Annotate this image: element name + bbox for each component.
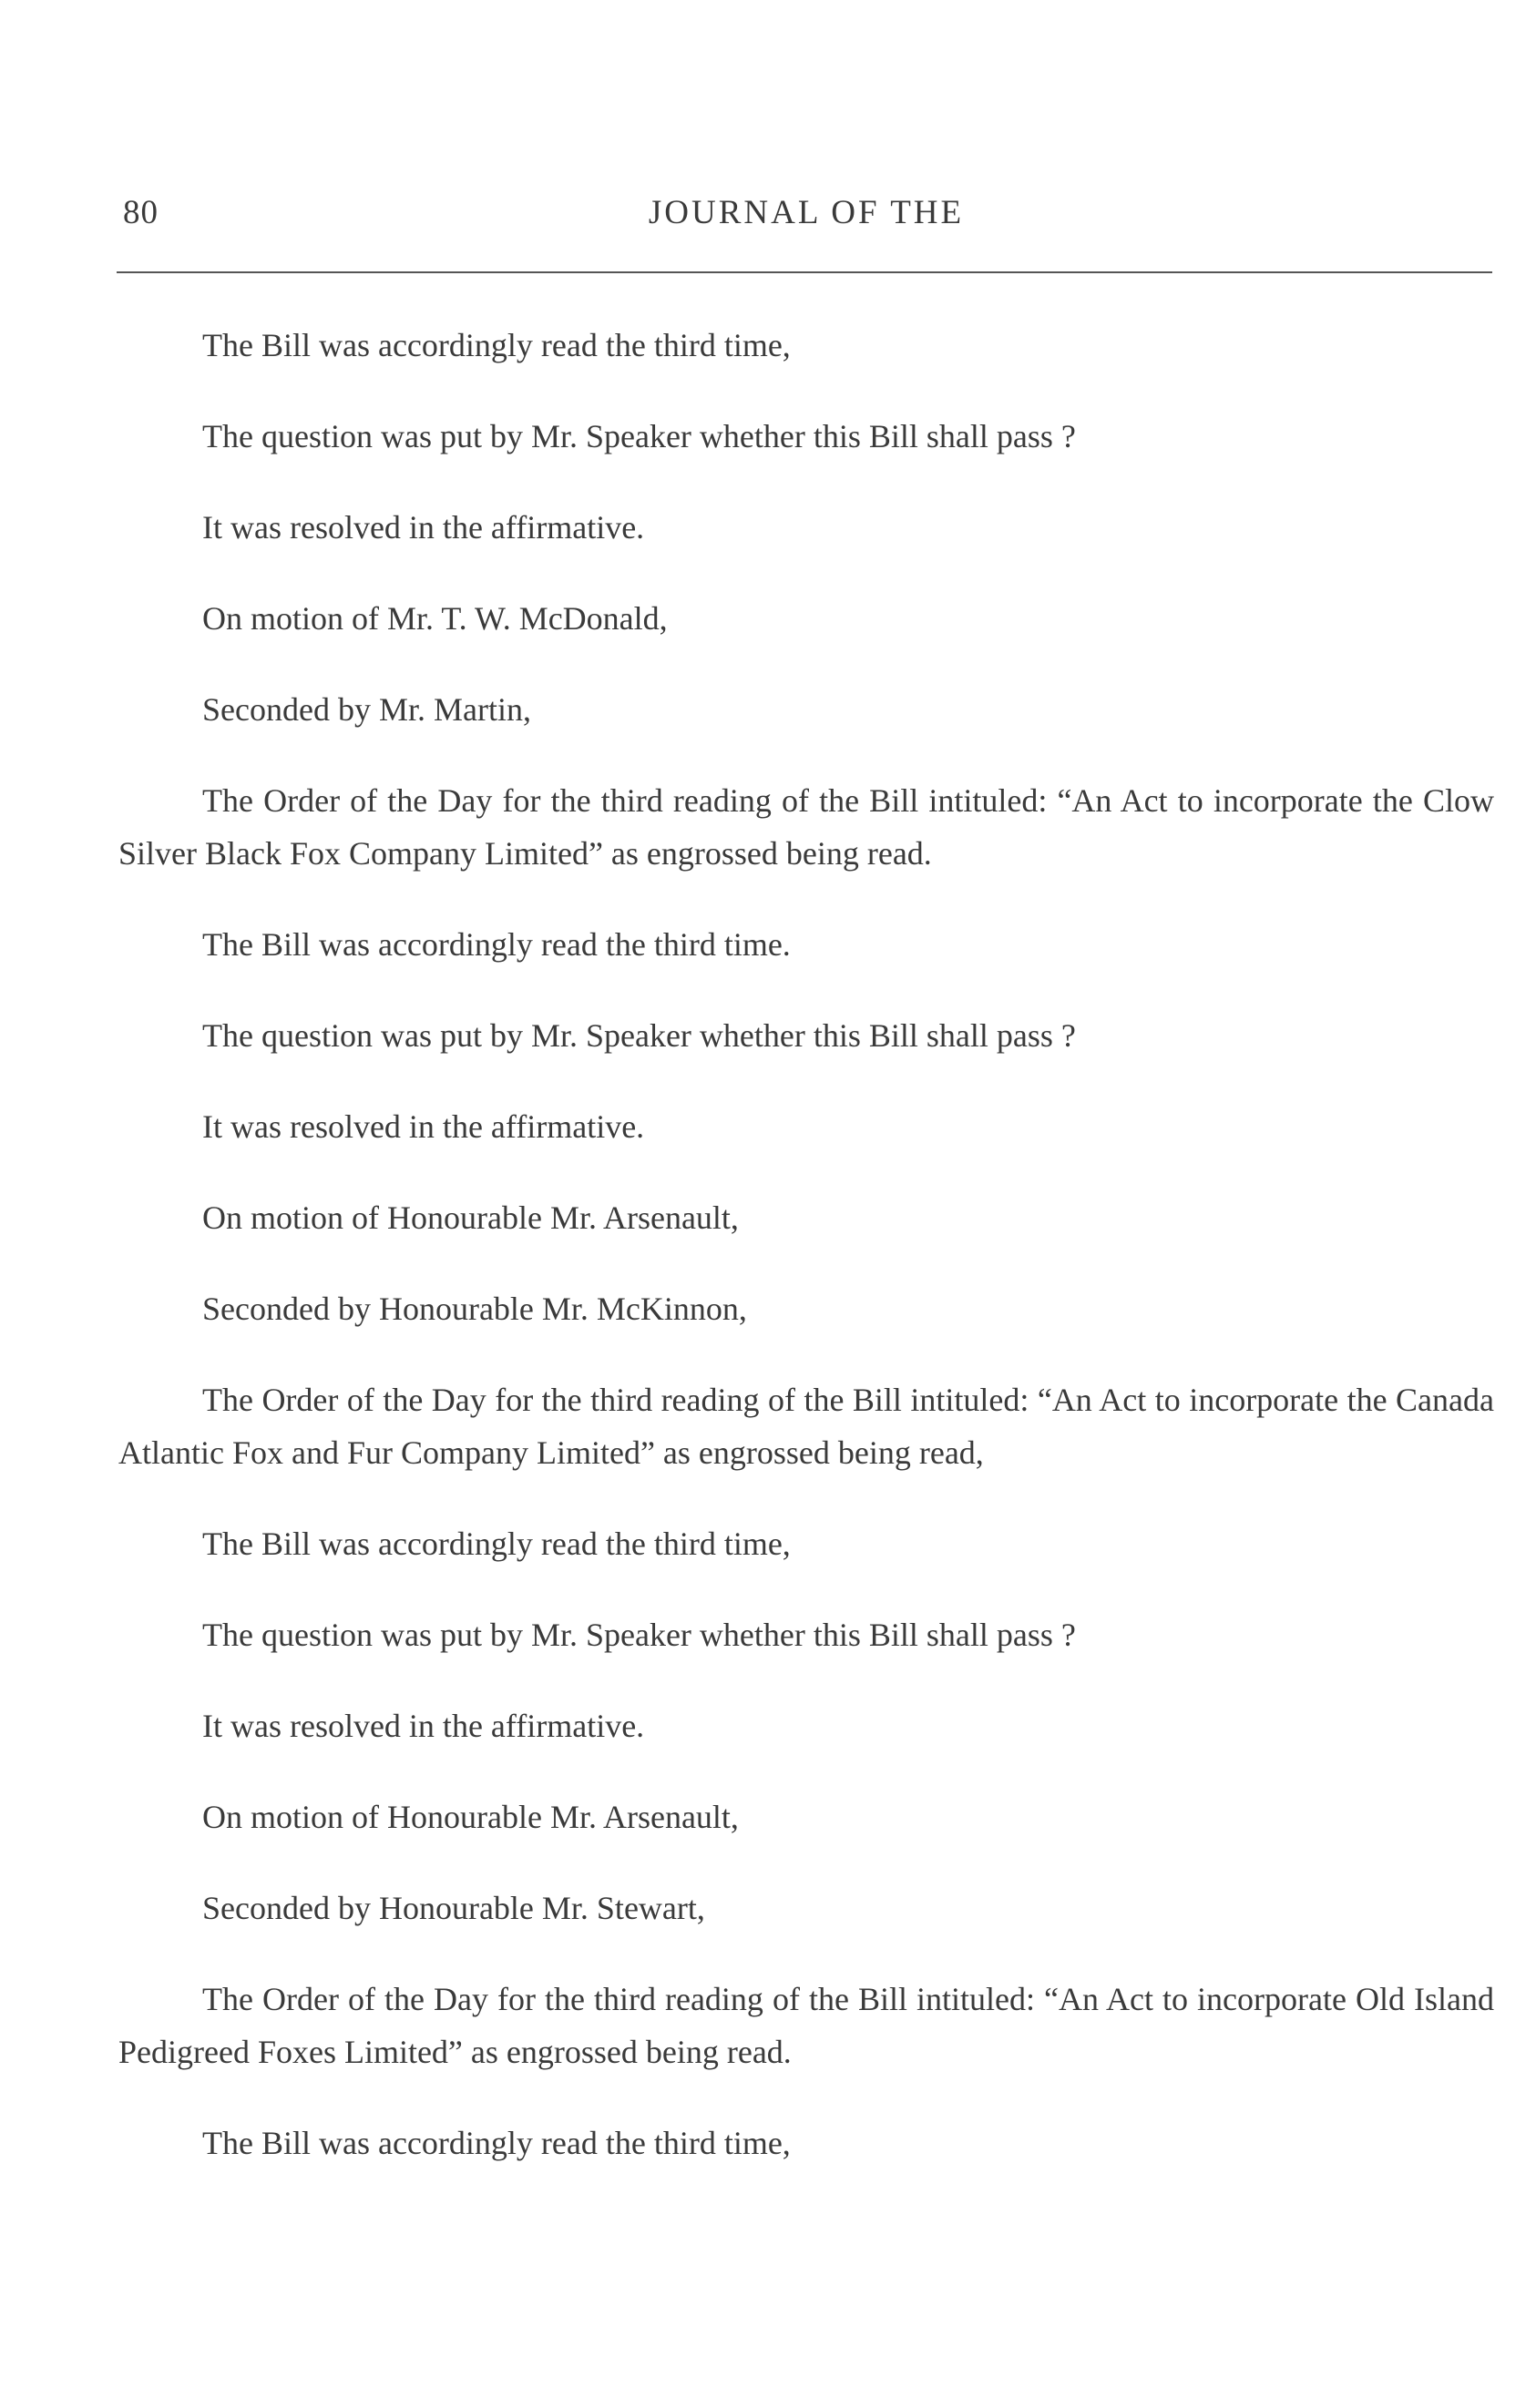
paragraph: It was resolved in the affirmative. [202, 509, 645, 546]
paragraph: On motion of Honourable Mr. Arsenault, [202, 1799, 739, 1835]
page-header [123, 193, 1490, 248]
header-divider [117, 271, 1492, 273]
paragraph: It was resolved in the affirmative. [202, 1708, 645, 1744]
journal-body [118, 319, 1494, 2208]
paragraph: The question was put by Mr. Speaker whether this Bill shall pass ? [202, 1617, 1076, 1653]
paragraph: The Order of the Day for the third reading of the Bill intituled: “An Act to incorporate Old Island Pedigreed Foxes Limited” as engrossed being read. [118, 1981, 1494, 2070]
paragraph: The Order of the Day for the third reading of the Bill intituled: “An Act to incorporate the Canada Atlantic Fox and Fur Company Limited” as engrossed being read, [118, 1382, 1494, 1471]
page-number: 80 [123, 194, 159, 231]
paragraph: On motion of Honourable Mr. Arsenault, [202, 1199, 739, 1236]
paragraph: It was resolved in the affirmative. [202, 1108, 645, 1145]
paragraph: The Bill was accordingly read the third time. [202, 926, 791, 963]
paragraph: The Bill was accordingly read the third time, [202, 1525, 791, 1562]
paragraph: Seconded by Mr. Martin, [202, 691, 531, 728]
paragraph: The Bill was accordingly read the third time, [202, 2125, 791, 2161]
paragraph: The question was put by Mr. Speaker whether this Bill shall pass ? [202, 418, 1076, 454]
paragraph: Seconded by Honourable Mr. Stewart, [202, 1890, 705, 1926]
running-title: JOURNAL OF THE [648, 194, 965, 231]
paragraph: The Bill was accordingly read the third time, [202, 327, 791, 363]
paragraph: The Order of the Day for the third reading of the Bill intituled: “An Act to incorporate the Clow Silver Black Fox Company Limited” as engrossed being read. [118, 782, 1494, 872]
paragraph: Seconded by Honourable Mr. McKinnon, [202, 1291, 747, 1327]
paragraph: On motion of Mr. T. W. McDonald, [202, 600, 668, 637]
paragraph: The question was put by Mr. Speaker whether this Bill shall pass ? [202, 1017, 1076, 1054]
